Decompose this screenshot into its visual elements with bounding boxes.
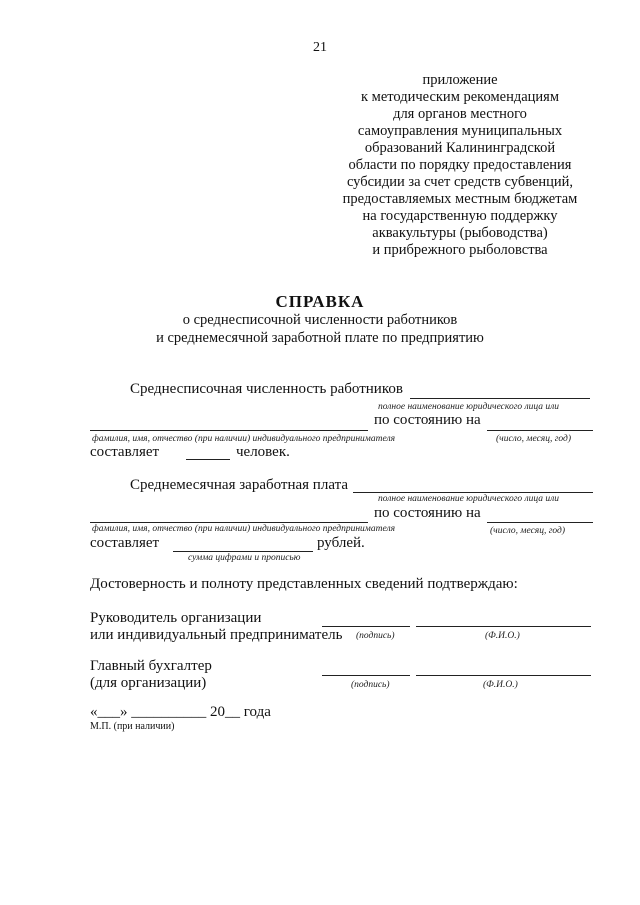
- appendix-line: к методическим рекомендациям: [360, 89, 560, 105]
- headcount-entity-hint: полное наименование юридического лица или: [378, 402, 560, 412]
- accountant-label-line1: Главный бухгалтер: [90, 658, 212, 674]
- stamp-note: М.П. (при наличии): [90, 721, 175, 732]
- accountant-fio-field[interactable]: [416, 675, 591, 676]
- accountant-signature-hint: (подпись): [351, 680, 390, 690]
- salary-label: Среднемесячная заработная плата: [130, 477, 348, 493]
- head-signature-field[interactable]: [322, 626, 410, 627]
- salary-date-hint: (число, месяц, год): [490, 526, 566, 536]
- headcount-entity-field[interactable]: [410, 398, 590, 399]
- salary-amounts-to: составляет: [90, 535, 160, 551]
- confirmation-text: Достоверность и полноту представленных сведений подтверждаю:: [90, 576, 518, 592]
- head-signature-hint: (подпись): [356, 631, 395, 641]
- headcount-value-field[interactable]: [186, 459, 230, 460]
- salary-entity-field[interactable]: [353, 492, 593, 493]
- headcount-label: Среднесписочная численность работников: [130, 381, 403, 397]
- salary-as-of-label: по состоянию на: [374, 505, 481, 521]
- appendix-line: образований Калининградской: [364, 140, 556, 156]
- appendix-line: области по порядку предоставления: [348, 157, 572, 173]
- page-number: 21: [313, 40, 327, 55]
- date-line[interactable]: «___» __________ 20__ года: [90, 704, 271, 720]
- salary-value-field[interactable]: [173, 551, 313, 552]
- headcount-amounts-to: составляет: [90, 444, 160, 460]
- appendix-line: для органов местного: [393, 106, 527, 122]
- appendix-line: предоставляемых местным бюджетам: [342, 191, 578, 207]
- appendix-line: и прибрежного рыболовства: [372, 242, 548, 258]
- accountant-fio-hint: (Ф.И.О.): [483, 680, 518, 690]
- appendix-line: субсидии за счет средств субвенций,: [346, 174, 574, 190]
- appendix-line: самоуправления муниципальных: [357, 123, 563, 139]
- accountant-signature-field[interactable]: [322, 675, 410, 676]
- salary-name-hint: фамилия, имя, отчество (при наличии) индивидуального предпринимателя: [92, 524, 396, 534]
- document-subtitle-line2: и среднемесячной заработной плате по предприятию: [156, 330, 484, 346]
- salary-sum-hint: сумма цифрами и прописью: [188, 553, 301, 563]
- salary-unit: рублей.: [317, 535, 365, 551]
- head-fio-field[interactable]: [416, 626, 591, 627]
- head-label-line2: или индивидуальный предприниматель: [90, 627, 343, 643]
- headcount-unit: человек.: [236, 444, 290, 460]
- appendix-line: на государственную поддержку: [362, 208, 558, 224]
- accountant-label-line2: (для организации): [90, 675, 207, 691]
- headcount-date-field[interactable]: [487, 430, 593, 431]
- headcount-as-of-label: по состоянию на: [374, 412, 481, 428]
- salary-name-field[interactable]: [90, 522, 368, 523]
- head-fio-hint: (Ф.И.О.): [485, 631, 520, 641]
- appendix-line: аквакультуры (рыбоводства): [372, 225, 548, 241]
- salary-entity-hint: полное наименование юридического лица или: [378, 494, 560, 504]
- headcount-name-field[interactable]: [90, 430, 368, 431]
- document-subtitle-line1: о среднесписочной численности работников: [182, 312, 458, 328]
- head-label-line1: Руководитель организации: [90, 610, 262, 626]
- headcount-date-hint: (число, месяц, год): [496, 434, 572, 444]
- document-title: СПРАВКА: [275, 292, 365, 311]
- appendix-note: [330, 72, 590, 259]
- salary-date-field[interactable]: [487, 522, 593, 523]
- headcount-name-hint: фамилия, имя, отчество (при наличии) индивидуального предпринимателя: [92, 434, 396, 444]
- appendix-line: приложение: [422, 72, 498, 88]
